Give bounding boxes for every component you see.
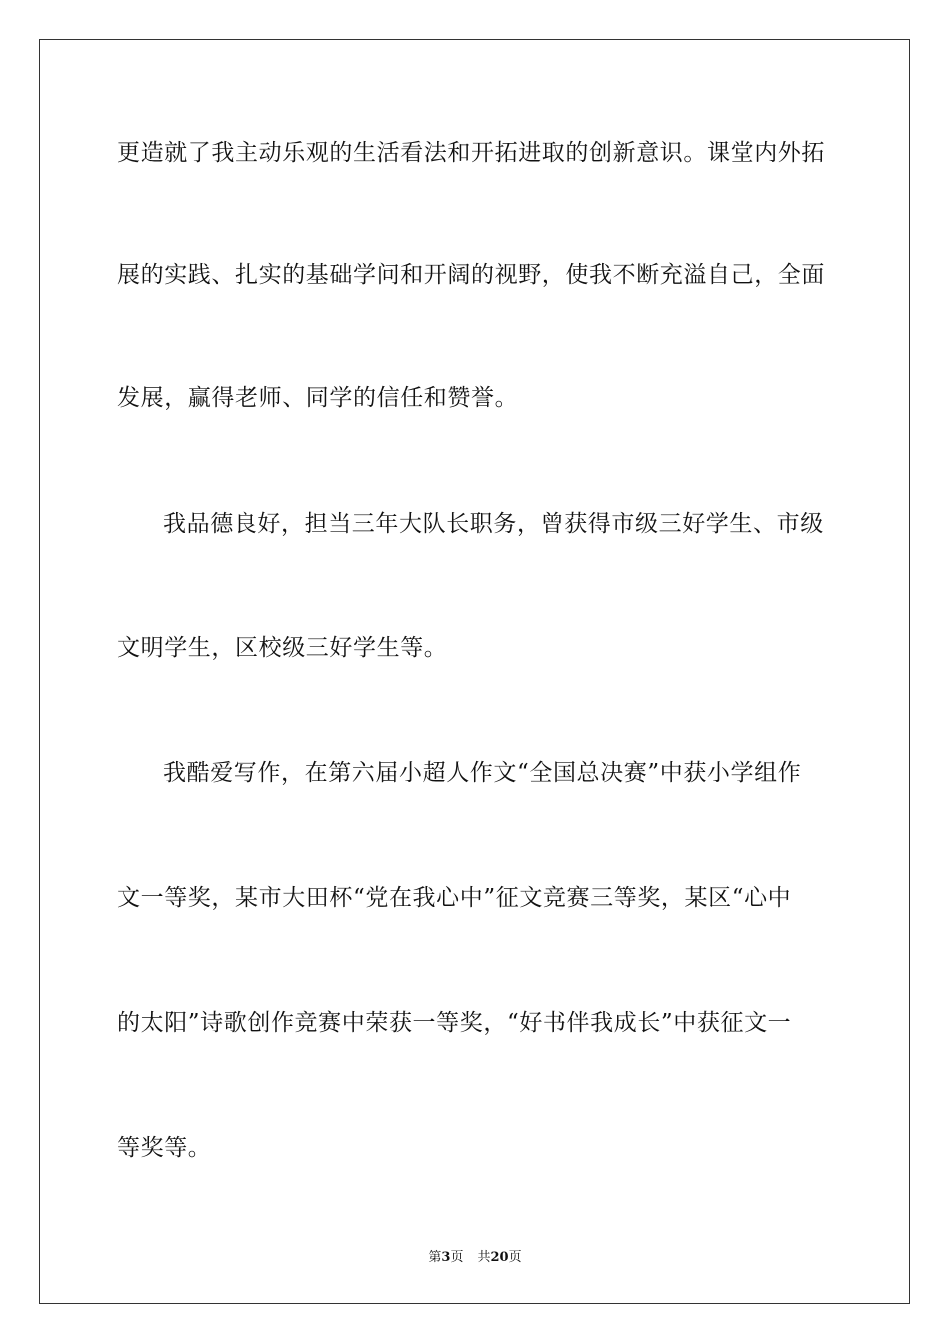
page-number: 3: [441, 1250, 451, 1265]
page-border: [39, 39, 910, 1304]
paragraph-line: 发展，赢得老师、同学的信任和赞誉。: [117, 385, 519, 411]
paragraph-line: 更造就了我主动乐观的生活看法和开拓进取的创新意识。课堂内外拓: [117, 140, 825, 166]
page-footer: [0, 1249, 950, 1267]
paragraph-line: 我酷爱写作，在第六届小超人作文“全国总决赛”中获小学组作: [163, 760, 802, 786]
paragraph-line: 的太阳”诗歌创作竞赛中荣获一等奖，“好书伴我成长”中获征文一: [117, 1010, 792, 1036]
total-prefix: 共: [477, 1250, 491, 1265]
paragraph-line: 文一等奖，某市大田杯“党在我心中”征文竞赛三等奖，某区“心中: [117, 885, 792, 911]
page-suffix: 页: [450, 1250, 464, 1265]
total-suffix: 页: [508, 1250, 522, 1265]
paragraph-line: 我品德良好，担当三年大队长职务，曾获得市级三好学生、市级: [163, 511, 824, 537]
paragraph-line: 文明学生，区校级三好学生等。: [117, 635, 448, 661]
paragraph-line: 等奖等。: [117, 1135, 212, 1161]
paragraph-line: 展的实践、扎实的基础学问和开阔的视野，使我不断充溢自己，全面: [117, 262, 825, 288]
page-prefix: 第: [428, 1250, 442, 1265]
total-pages: 20: [490, 1250, 509, 1265]
